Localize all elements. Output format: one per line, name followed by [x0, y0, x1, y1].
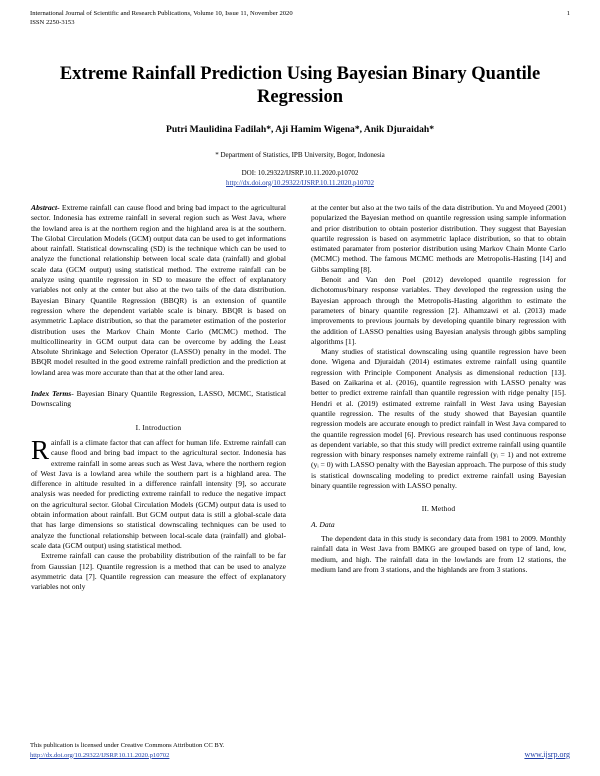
issn: ISSN 2250-3153 [30, 19, 75, 26]
intro-p1-text: ainfall is a climate factor that can affect for human life. Extreme rainfall can cause flood and bring bad impact to the agricultural sector. Indonesia has extreme rainfall in some areas such as West Java, where the northern region of West Java is a lowland area while the southern part is a highland area. The difference in altitude resulted in a difference rainfall intensity [9], so accurate analysis was needed for predicting extreme rainfall to reduce the negative impact on the agricultural sector. Global Circulation Models (GCM) output data is used to obtain information about rainfall. But GCM output data is still a global-scale data that has large dimensions so statistical downscaling techniques can be used to analyze the functional relationship between local-scale data (rainfall) and global-scale data (GCM output) using statistical method. [31, 437, 286, 550]
section-heading-method: II. Method [421, 504, 456, 514]
right-column [311, 203, 566, 575]
right-paragraph-0: at the center but also at the two tails of the data distribution. Yu and Moyeed (2001) popularized the Bayesian method on quantile regression using sample information and prior distribution to obtain posterior distribution. They suggest that Bayesian quartile regression is based on asymmetric laplace distribution, so that to obtain estimated paramater from posterior distribution using Markov Chain Monte Carlo (MCMC) method. The famous MCMC methods are Metropolis-Hasting [14] and Gibbs sampling [8]. [311, 203, 566, 274]
data-paragraph: The dependent data in this study is secondary data from 1981 to 2009. Monthly rainfall data in West Java from BMKG are grouped based on type of land, low, medium, and high. The rainfall data in the lowlands are from 12 stations, the medium land are from 3 stations, and the highlands are from 3 stations. [311, 533, 566, 574]
left-column [31, 203, 286, 592]
doi-block [30, 169, 570, 188]
footer-doi-link[interactable]: http://dx.doi.org/10.29322/IJSRP.10.11.2020.p10702 [30, 751, 170, 759]
drop-cap: R [31, 434, 50, 465]
right-paragraph-2: Many studies of statistical downscaling using quantile regression have been done. Wigena and Djuraidah (2014) estimates extreme rainfall using quantile regression with Principle Component Analysis as dimensional reduction [13]. Based on Zaikarina et al. (2016), quantile regression with LASSO penalty was better to predict extreme rainfall than quantile regression with ridge penalty [15]. Hendri et al. (2019) estimated extreme rainfall in West Java using Bayesian quantile regression. The results of the study showed that Bayesian quantile regression models are accurate enough to predict rainfall in West Java compared to the quantile regression model [6]. Previous research has used continuous response as dependent variable, so that this study will predict extreme rainfall using quantile regression with binary responses namely extreme rainfall (yᵢ = 1) and not extreme (yᵢ = 0) with LASSO penalty with the Bayesian approach. The purpose of this study is statistical downscaling modeling to predict extreme rainfall using Bayesian binary quantile regression with LASSO penalty. [311, 347, 566, 491]
intro-paragraph-2: Extreme rainfall can cause the probability distribution of the rainfall to be far from Gaussian [12]. Quantile regression is a method that can be used to analyze asymmetric data [7]. Quantile regression can measure the effect of explanatory variables not only [31, 551, 286, 592]
right-paragraph-1: Benoit and Van den Poel (2012) developed quantile regression for dichotomus/binary response variables. They developed the regression using the Bayesian approach through the Metropolis-Hasting algorithm to estimate the parameters of binary quantile regression [2]. Alhamzawi et al. (2013) made improvements to previous journals by developing quantile binary regression with the addition of LASSO penalties using Bayesian analysis through gibbs sampling algorithms [1]. [311, 275, 566, 346]
running-header [30, 9, 570, 27]
footer-license: This publication is licensed under Creative Commons Attribution CC BY. [30, 742, 225, 749]
affiliation: * Department of Statistics, IPB University, Bogor, Indonesia [215, 151, 385, 159]
footer-site-link[interactable]: www.ijsrp.org [524, 750, 570, 759]
doi-link[interactable]: http://dx.doi.org/10.29322/IJSRP.10.11.2020.p10702 [226, 178, 374, 187]
abstract-text: Extreme rainfall can cause flood and bring bad impact to the agricultural sector. Indonesia has extreme rainfall in several region such as West Java, where the lowland area is at the northern region and the highland area is at the southern. The Global Circulation Models (GCM) output data can be used to get informations about rainfall. Statistical downscaling (SD) is the technique which can be used to analyze the functional relationship between local scale data (rainfall) and global scale data (GCM output) using statistical method. The extreme rainfall can be analyze using quantile regression in SD to measure the effect of explanatory variables not only at the center but also at the two tails of the data distribution. Bayesian Binary Quantile Regression (BBQR) is an extension of quantile regression where the dependent variable scale is binary. BBQR is based on asymmetric Laplace distribution, so that the parameter estimation of the posterior distribution uses the Markov Chain Monte Carlo (MCMC) method. The multicollinearity in GCM output data can be overcome by adding the Least Absolute Shrinkage and Selection Operator (LASSO) penalty in the model. The BBQR model resulted in the good extreme rainfall prediction and the prediction at lowland area was more accurate than that at the other land area. [31, 203, 286, 377]
author-list: Putri Maulidina Fadilah*, Aji Hamim Wigena*, Anik Djuraidah* [165, 124, 435, 135]
abstract-label: Abstract- [31, 203, 60, 212]
index-terms-text: - Bayesian Binary Quantile Regression, LASSO, MCMC, Statistical Downscaling [31, 389, 287, 409]
paper-title: Extreme Rainfall Prediction Using Bayesian Binary Quantile Regression [59, 64, 541, 107]
abstract [31, 203, 286, 378]
intro-paragraph-1 [31, 434, 286, 551]
page-footer [30, 741, 570, 760]
index-terms-label: Index Terms [31, 389, 72, 399]
index-terms [31, 389, 286, 410]
section-heading-introduction: I. Introduction [135, 422, 182, 432]
subsection-heading-data: A. Data [311, 519, 335, 529]
journal-info: International Journal of Scientific and Research Publications, Volume 10, Issue 11, November 2020 [30, 10, 293, 17]
doi-text: DOI: 10.29322/IJSRP.10.11.2020.p10702 [241, 169, 359, 177]
page-number: 1 [566, 10, 570, 17]
